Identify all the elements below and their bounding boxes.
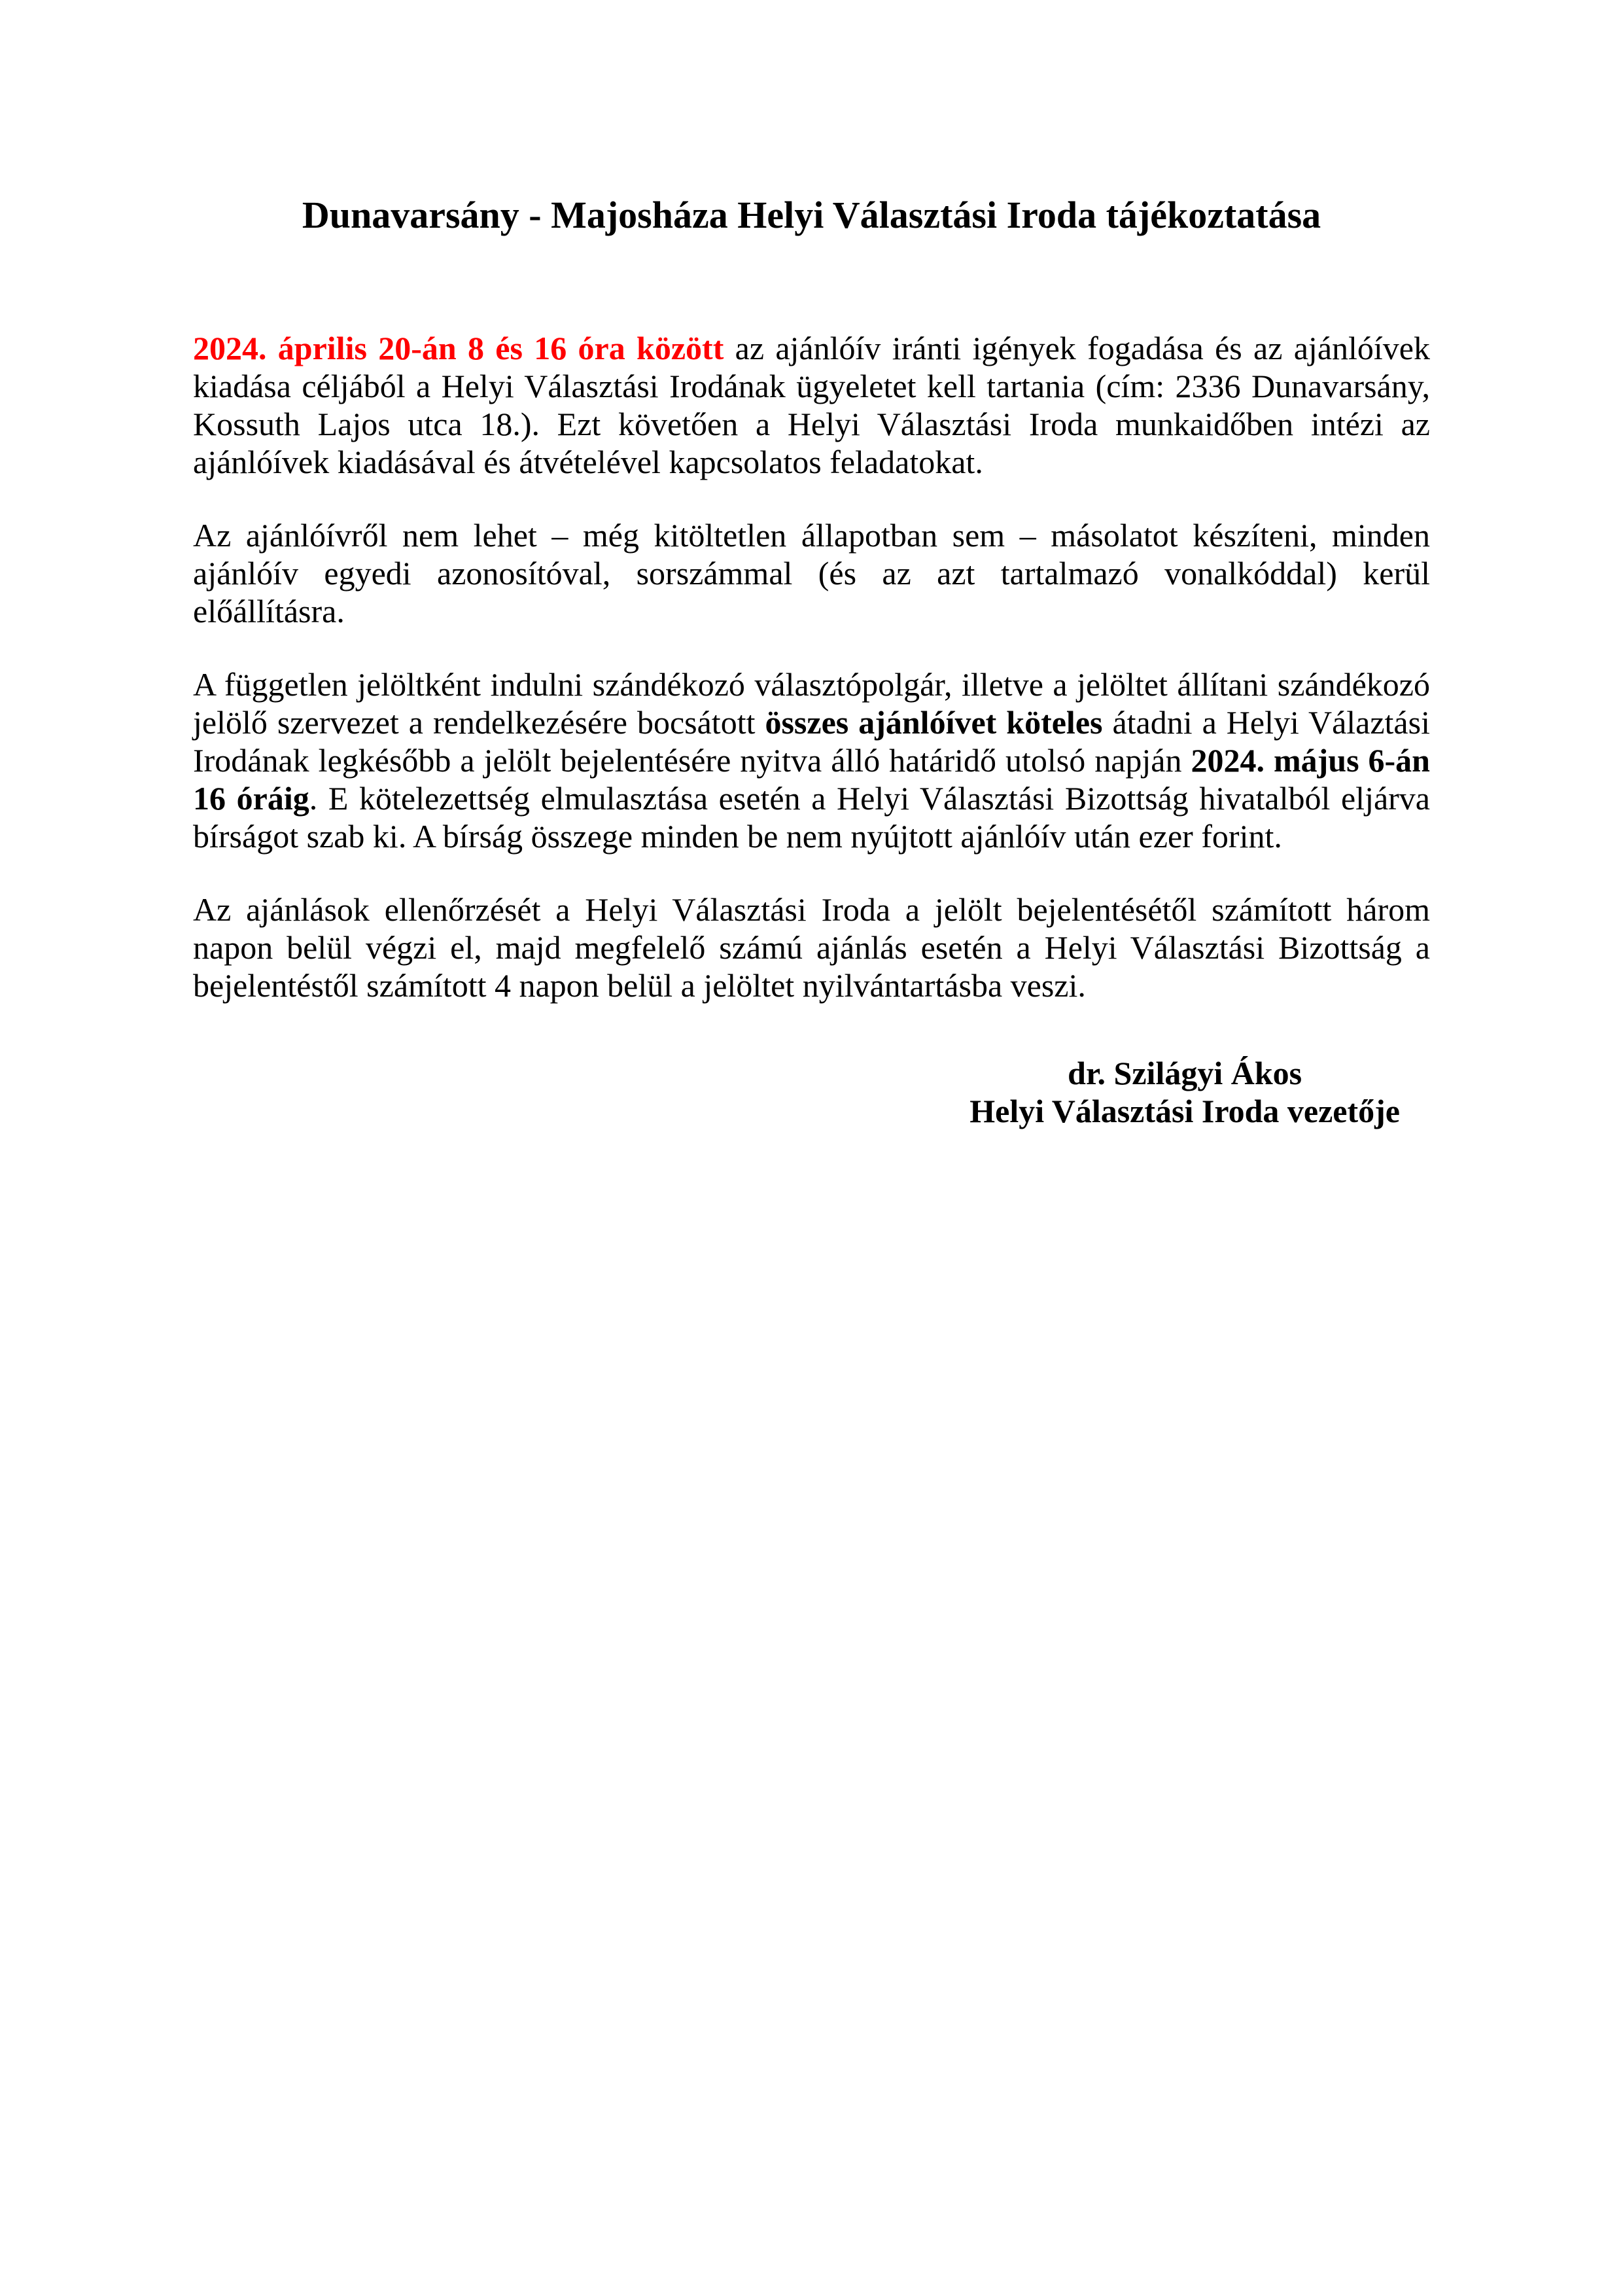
signature-block [969, 1054, 1400, 1130]
text-run: 2024. május 6-án 16 óráig [193, 741, 1430, 817]
body-paragraph [193, 329, 1430, 481]
signature-title: Helyi Választási Iroda vezetője [969, 1092, 1400, 1129]
text-run: az ajánlóív iránti igények fogadása és az ajánlóívek kiadása céljából a Helyi Választási Irodának ügyeletet kell tartania (cím: 2336 Dunavarsány, Kossuth Lajos utca 18.). Ezt követően a Helyi Választási Iroda munkaidőben intézi az ajánlóívek kiadásával és átvételével kapcsolatos feladatokat. [193, 329, 1430, 480]
text-run: összes ajánlóívet köteles [765, 703, 1103, 741]
text-run: . E kötelezettség elmulasztása esetén a Helyi Választási Bizottság hivatalból eljárva bírságot szab ki. A bírság összege minden be nem nyújtott ajánlóív után ezer forint. [193, 779, 1430, 855]
body-paragraph [193, 516, 1430, 630]
body-paragraph [193, 891, 1430, 1004]
text-run: Az ajánlóívről nem lehet – még kitöltetlen állapotban sem – másolatot készíteni, minden ajánlóív egyedi azonosítóval, sorszámmal (és az azt tartalmazó vonalkóddal) kerül előállításra. [193, 516, 1430, 629]
signature-name: dr. Szilágyi Ákos [1068, 1054, 1302, 1091]
text-run: Az ajánlások ellenőrzését a Helyi Választási Iroda a jelölt bejelentésétől számított három napon belül végzi el, majd megfelelő számú ajánlás esetén a Helyi Választási Bizottság a bejelentéstől számított 4 napon belül a jelöltet nyilvántartásba veszi. [193, 891, 1430, 1004]
text-run: 2024. április 20-án 8 és 16 óra között [193, 329, 724, 366]
paragraphs-container [193, 329, 1430, 1004]
document-content [0, 194, 1623, 1130]
text-run: átadni a Helyi Válaztási Irodának legkésőbb a jelölt bejelentésére nyitva álló határidő utolsó napján [193, 703, 1430, 779]
body-paragraph [193, 665, 1430, 855]
document-title: Dunavarsány - Majosháza Helyi Választási Iroda tájékoztatása [302, 194, 1321, 236]
text-run: A független jelöltként indulni szándékozó választópolgár, illetve a jelöltet állítani szándékozó jelölő szervezet a rendelkezésére bocsátott [193, 665, 1430, 741]
